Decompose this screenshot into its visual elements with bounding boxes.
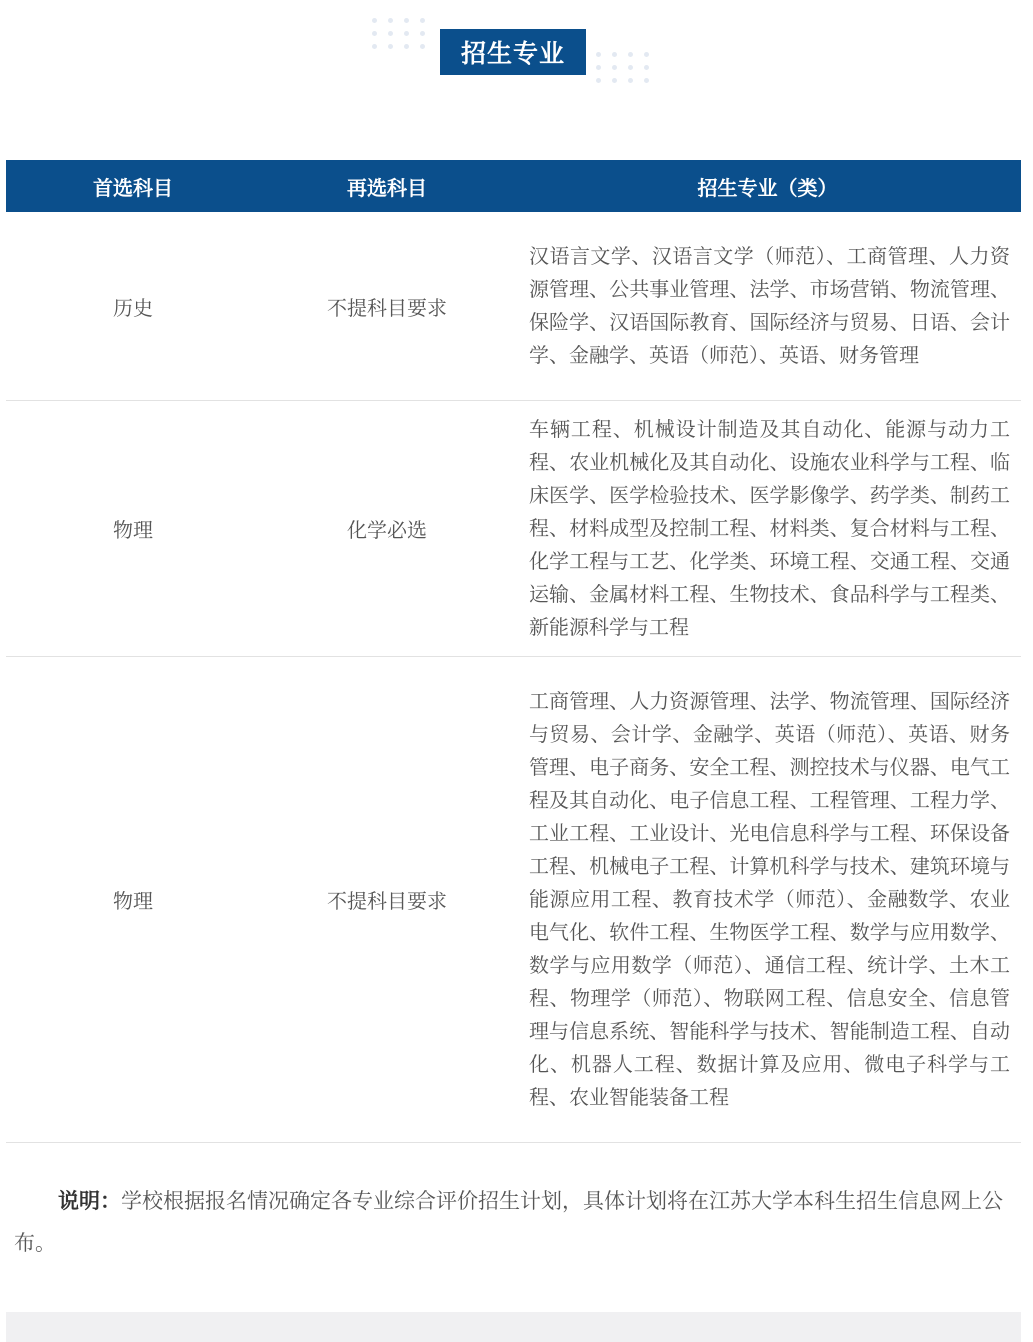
header-second-subject: 再选科目 [347,175,427,200]
cell-majors: 车辆工程、机械设计制造及其自动化、能源与动力工程、农业机械化及其自动化、设施农业科学与工程、临床医学、医学检验技术、医学影像学、药学类、制药工程、材料成型及控制工程、材料类、复合材料与工程、化学工程与工艺、化学类、环境工程、交通工程、交通运输、金属材料工程、生物技术、食品科学与工程类、新能源科学与工程 [529,417,1010,639]
note-label: 说明： [58,1189,121,1213]
decorative-dots-right [596,52,656,92]
cell-majors: 工商管理、人力资源管理、法学、物流管理、国际经济与贸易、会计学、金融学、英语（师范）、英语、财务管理、电子商务、安全工程、测控技术与仪器、电气工程及其自动化、电子信息工程、工程管理、工程力学、工业工程、工业设计、光电信息科学与工程、环保设备工程、机械电子工程、计算机科学与技术、建筑环境与能源应用工程、教育技术学（师范）、金融数学、农业电气化、软件工程、生物医学工程、数学与应用数学、数学与应用数学（师范）、通信工程、统计学、土木工程、物理学（师范）、物联网工程、信息安全、信息管理与信息系统、智能科学与技术、智能制造工程、自动化、机器人工程、数据计算及应用、微电子科学与工程、农业智能装备工程 [529,689,1010,1109]
note-paragraph [14,1180,1019,1264]
section-header [0,0,1033,110]
table-row [6,401,1021,657]
cell-first-subject: 物理 [113,889,153,913]
table-row [6,657,1021,1143]
table-row [6,212,1021,401]
cell-first-subject: 历史 [113,295,153,320]
bottom-decor-band [6,1312,1021,1342]
cell-second-subject: 化学必选 [347,518,427,542]
cell-second-subject: 不提科目要求 [327,295,447,320]
cell-first-subject: 物理 [113,518,153,542]
decorative-dots-left [372,18,432,58]
header-first-subject: 首选科目 [93,175,173,200]
header-majors: 招生专业（类） [697,175,838,200]
note-text: 学校根据报名情况确定各专业综合评价招生计划，具体计划将在江苏大学本科生招生信息网上公布。 [14,1189,1003,1255]
cell-second-subject: 不提科目要求 [327,889,447,913]
cell-majors: 汉语言文学、汉语言文学（师范）、工商管理、人力资源管理、公共事业管理、法学、市场营销、物流管理、保险学、汉语国际教育、国际经济与贸易、日语、会计学、金融学、英语（师范）、英语、财务管理 [529,244,1010,367]
table-header [6,160,1021,212]
majors-table [6,160,1021,1143]
section-title: 招生专业 [440,29,586,75]
